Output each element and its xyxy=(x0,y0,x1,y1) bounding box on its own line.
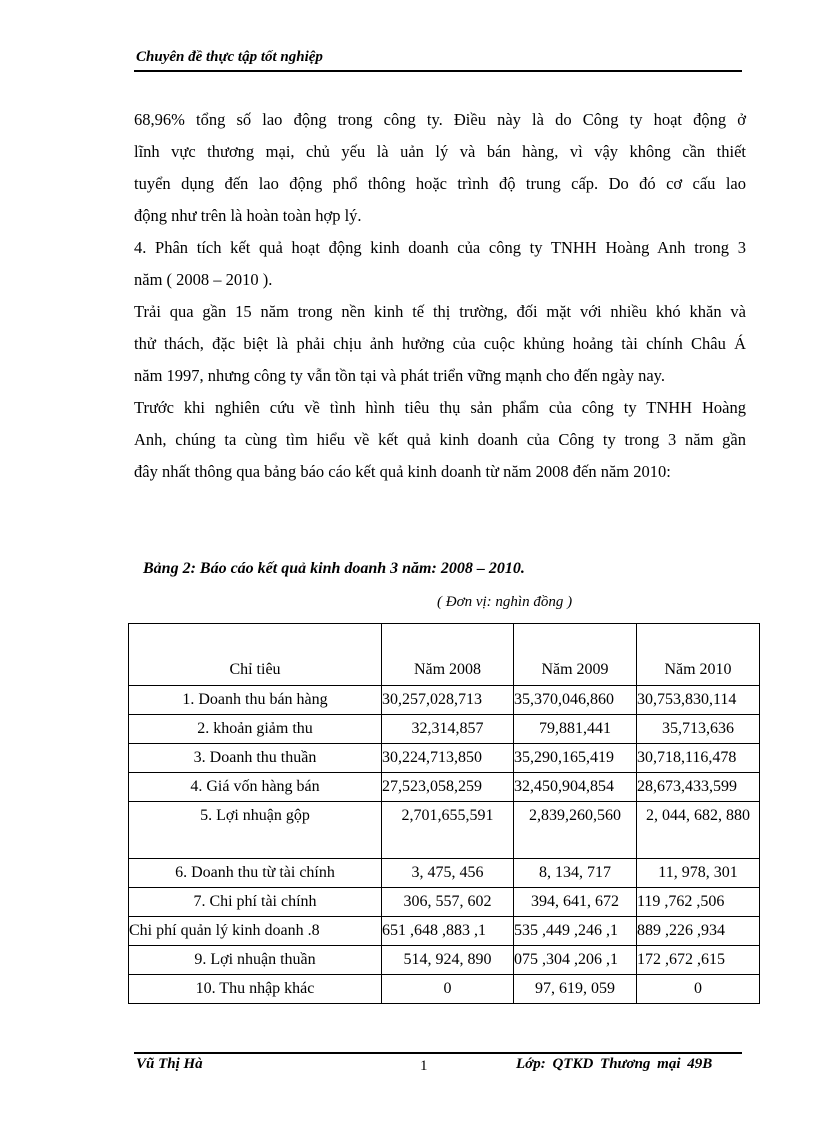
value-2008: 27,523,058,259 xyxy=(382,773,514,802)
value-2010: 35,713,636 xyxy=(637,715,760,744)
value-2010: 934, 226, 889 xyxy=(637,917,760,946)
column-header-2009: Năm 2009 xyxy=(514,624,637,686)
table-row xyxy=(129,715,760,744)
value-2010: 30,753,830,114 xyxy=(637,686,760,715)
value-2009: 2,839,260,560 xyxy=(514,802,637,859)
value-2010: 30,718,116,478 xyxy=(637,744,760,773)
table-row xyxy=(129,888,760,917)
value-2009: 35,290,165,419 xyxy=(514,744,637,773)
value-2009: 1, 246, 449, 535 xyxy=(514,917,637,946)
value-2009: 97, 619, 059 xyxy=(514,975,637,1004)
body-line: Trước khi nghiên cứu về tình hình tiêu thụ sản phẩm của công ty TNHH Hoàng xyxy=(134,398,746,417)
body-line: năm 1997, nhưng công ty vẫn tồn tại và phát triển vững mạnh cho đến ngày nay. xyxy=(134,366,665,385)
value-2009: 8, 134, 717 xyxy=(514,859,637,888)
body-line: lĩnh vực thương mại, chủ yếu là uản lý và bán hàng, vì vậy không cần thiết xyxy=(134,142,746,161)
table-row xyxy=(129,802,760,859)
column-header-indicator: Chỉ tiêu xyxy=(129,624,382,686)
row-label: 6. Doanh thu từ tài chính xyxy=(129,859,382,888)
value-2010: 2, 044, 682, 880 xyxy=(637,802,760,859)
table-row xyxy=(129,773,760,802)
value-2009: 79,881,441 xyxy=(514,715,637,744)
value-2008: 32,314,857 xyxy=(382,715,514,744)
body-line: thử thách, đặc biệt là phải chịu ảnh hưởng của cuộc khủng hoảng tài chính Châu Á xyxy=(134,334,746,353)
table-row xyxy=(129,946,760,975)
row-label: 10. Thu nhập khác xyxy=(129,975,382,1004)
value-2008: 3, 475, 456 xyxy=(382,859,514,888)
table-row xyxy=(129,859,760,888)
table-row xyxy=(129,686,760,715)
value-2010: 11, 978, 301 xyxy=(637,859,760,888)
value-2008: 306, 557, 602 xyxy=(382,888,514,917)
header-divider xyxy=(134,70,742,72)
value-2010: 0 xyxy=(637,975,760,1004)
row-label: 8. Chi phí quản lý kinh doanh xyxy=(129,917,382,946)
page-number: 1 xyxy=(420,1058,428,1074)
value-2008: 2,701,655,591 xyxy=(382,802,514,859)
value-2008: 514, 924, 890 xyxy=(382,946,514,975)
value-2009: 394, 641, 672 xyxy=(514,888,637,917)
value-2010: 615, 672, 172 xyxy=(637,946,760,975)
row-label: 1. Doanh thu bán hàng xyxy=(129,686,382,715)
value-2008: 30,224,713,850 xyxy=(382,744,514,773)
table-caption: Bảng 2: Báo cáo kết quả kinh doanh 3 năm: 2008 – 2010. xyxy=(143,560,525,577)
row-label: 9. Lợi nhuận thuần xyxy=(129,946,382,975)
section-heading-line: năm ( 2008 – 2010 ). xyxy=(134,270,273,289)
value-2009: 32,450,904,854 xyxy=(514,773,637,802)
value-2008: 1, 883, 648, 651 xyxy=(382,917,514,946)
column-header-2010: Năm 2010 xyxy=(637,624,760,686)
row-label: 7. Chi phí tài chính xyxy=(129,888,382,917)
row-label: 3. Doanh thu thuần xyxy=(129,744,382,773)
value-2008: 0 xyxy=(382,975,514,1004)
column-header-2008: Năm 2008 xyxy=(382,624,514,686)
body-line: Trải qua gần 15 năm trong nền kinh tế thị trường, đối mặt với nhiều khó khăn và xyxy=(134,302,746,321)
body-line: động như trên là hoàn toàn hợp lý. xyxy=(134,206,362,225)
body-line: đây nhất thông qua bảng báo cáo kết quả kinh doanh từ năm 2008 đến năm 2010: xyxy=(134,462,671,481)
row-label: 5. Lợi nhuận gộp xyxy=(129,802,382,859)
body-paragraphs xyxy=(134,104,746,488)
row-label: 4. Giá vốn hàng bán xyxy=(129,773,382,802)
footer-class: Lớp: QTKD Thương mại 49B xyxy=(516,1056,713,1072)
value-2009: 35,370,046,860 xyxy=(514,686,637,715)
value-2009: 1, 206, 304, 075 xyxy=(514,946,637,975)
footer-author: Vũ Thị Hà xyxy=(136,1056,203,1072)
value-2010: 506, 762, 119 xyxy=(637,888,760,917)
table-row xyxy=(129,975,760,1004)
row-label: 2. khoản giảm thu xyxy=(129,715,382,744)
value-2008: 30,257,028,713 xyxy=(382,686,514,715)
table-row xyxy=(129,744,760,773)
table-header-row xyxy=(129,624,760,686)
section-heading-line: 4. Phân tích kết quả hoạt động kinh doanh của công ty TNHH Hoàng Anh trong 3 xyxy=(134,238,746,257)
footer-divider xyxy=(134,1052,742,1054)
table-unit-note: ( Đơn vị: nghìn đồng ) xyxy=(437,594,573,610)
running-header-title: Chuyên đề thực tập tốt nghiệp xyxy=(136,49,323,65)
business-results-table xyxy=(128,623,760,1004)
body-line: Anh, chúng ta cùng tìm hiểu về kết quả kinh doanh của Công ty trong 3 năm gần xyxy=(134,430,746,449)
body-line: tuyển dụng đến lao động phổ thông hoặc trình độ trung cấp. Do đó cơ cấu lao xyxy=(134,174,746,193)
table-row xyxy=(129,917,760,946)
body-line: 68,96% tổng số lao động trong công ty. Điều này là do Công ty hoạt động ở xyxy=(134,110,746,129)
value-2010: 28,673,433,599 xyxy=(637,773,760,802)
